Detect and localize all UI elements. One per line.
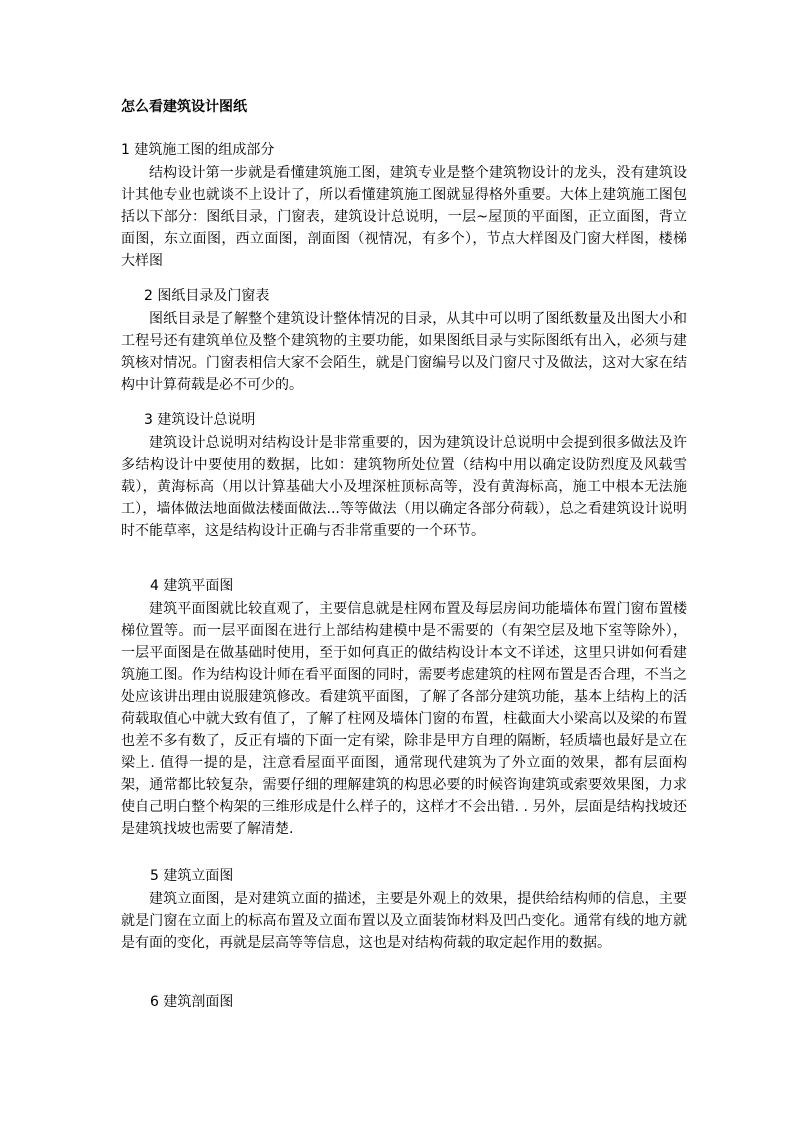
section-1-heading: 1 建筑施工图的组成部分 [121,142,275,158]
section-3-body: 建筑设计总说明对结构设计是非常重要的，因为建筑设计总说明中会提到很多做法及许多结构设计中要使用的数据，比如：建筑物所处位置（结构中用以确定设防烈度及风载雪载），黄海标高（用以计算基础大小及埋深桩顶标高等，没有黄海标高，施工中根本无法施工），墙体做法地面做法楼面做法...等等做法（用以确定各部分荷载），总之看建筑设计说明时不能草率，这是结构设计正确与否非常重要的一个环节。 [121,435,687,539]
section-1-body: 结构设计第一步就是看懂建筑施工图，建筑专业是整个建筑物设计的龙头，没有建筑设计其他专业也就谈不上设计了，所以看懂建筑施工图就显得格外重要。大体上建筑施工图包括以下部分：图纸目录，门窗表，建筑设计总说明，一层~屋顶的平面图，正立面图，背立面图，东立面图，西立面图，剖面图（视情况，有多个），节点大样图及门窗大样图，楼梯大样图 [121,165,687,269]
section-5-heading: 5 建筑立面图 [150,868,234,884]
section-5-body: 建筑立面图，是对建筑立面的描述，主要是外观上的效果，提供给结构师的信息，主要就是门窗在立面上的标高布置及立面布置以及立面装饰材料及凹凸变化。通常有线的地方就是有面的变化，再就是层高等等信息，这也是对结构荷载的取定起作用的数据。 [121,891,687,951]
section-4-body: 建筑平面图就比较直观了，主要信息就是柱网布置及每层房间功能墙体布置门窗布置楼梯位置等。而一层平面图在进行上部结构建模中是不需要的（有架空层及地下室等除外），一层平面图是在做基础时使用，至于如何真正的做结构设计本文不详述，这里只讲如何看建筑施工图。作为结构设计师在看平面图的同时，需要考虑建筑的柱网布置是否合理，不当之处应该讲出理由说服建筑修改。看建筑平面图，了解了各部分建筑功能，基本上结构上的活荷载取值心中就大致有值了，了解了柱网及墙体门窗的布置，柱截面大小梁高以及梁的布置也差不多有数了，反正有墙的下面一定有梁，除非是甲方自理的隔断，轻质墙也最好是立在梁上. 值得一提的是，注意看屋面平面图，通常现代建筑为了外立面的效果，都有层面构架，通常都比较复杂，需要仔细的理解建筑的构思必要的时候咨询建筑或索要效果图，力求使自己明白整个构架的三维形成是什么样子的，这样才不会出错. . 另外，层面是结构找坡还是建筑找坡也需要了解清楚. [121,601,687,837]
document-title: 怎么看建筑设计图纸 [121,99,247,115]
section-2-body: 图纸目录是了解整个建筑设计整体情况的目录，从其中可以明了图纸数量及出图大小和工程号还有建筑单位及整个建筑物的主要功能，如果图纸目录与实际图纸有出入，必须与建筑核对情况。门窗表相信大家不会陌生，就是门窗编号以及门窗尺寸及做法，这对大家在结构中计算荷载是必不可少的。 [121,311,687,393]
section-3-heading: 3 建筑设计总说明 [144,412,256,428]
section-2-heading: 2 图纸目录及门窗表 [144,288,270,304]
section-4-heading: 4 建筑平面图 [150,578,234,594]
section-6-heading: 6 建筑剖面图 [150,994,234,1010]
